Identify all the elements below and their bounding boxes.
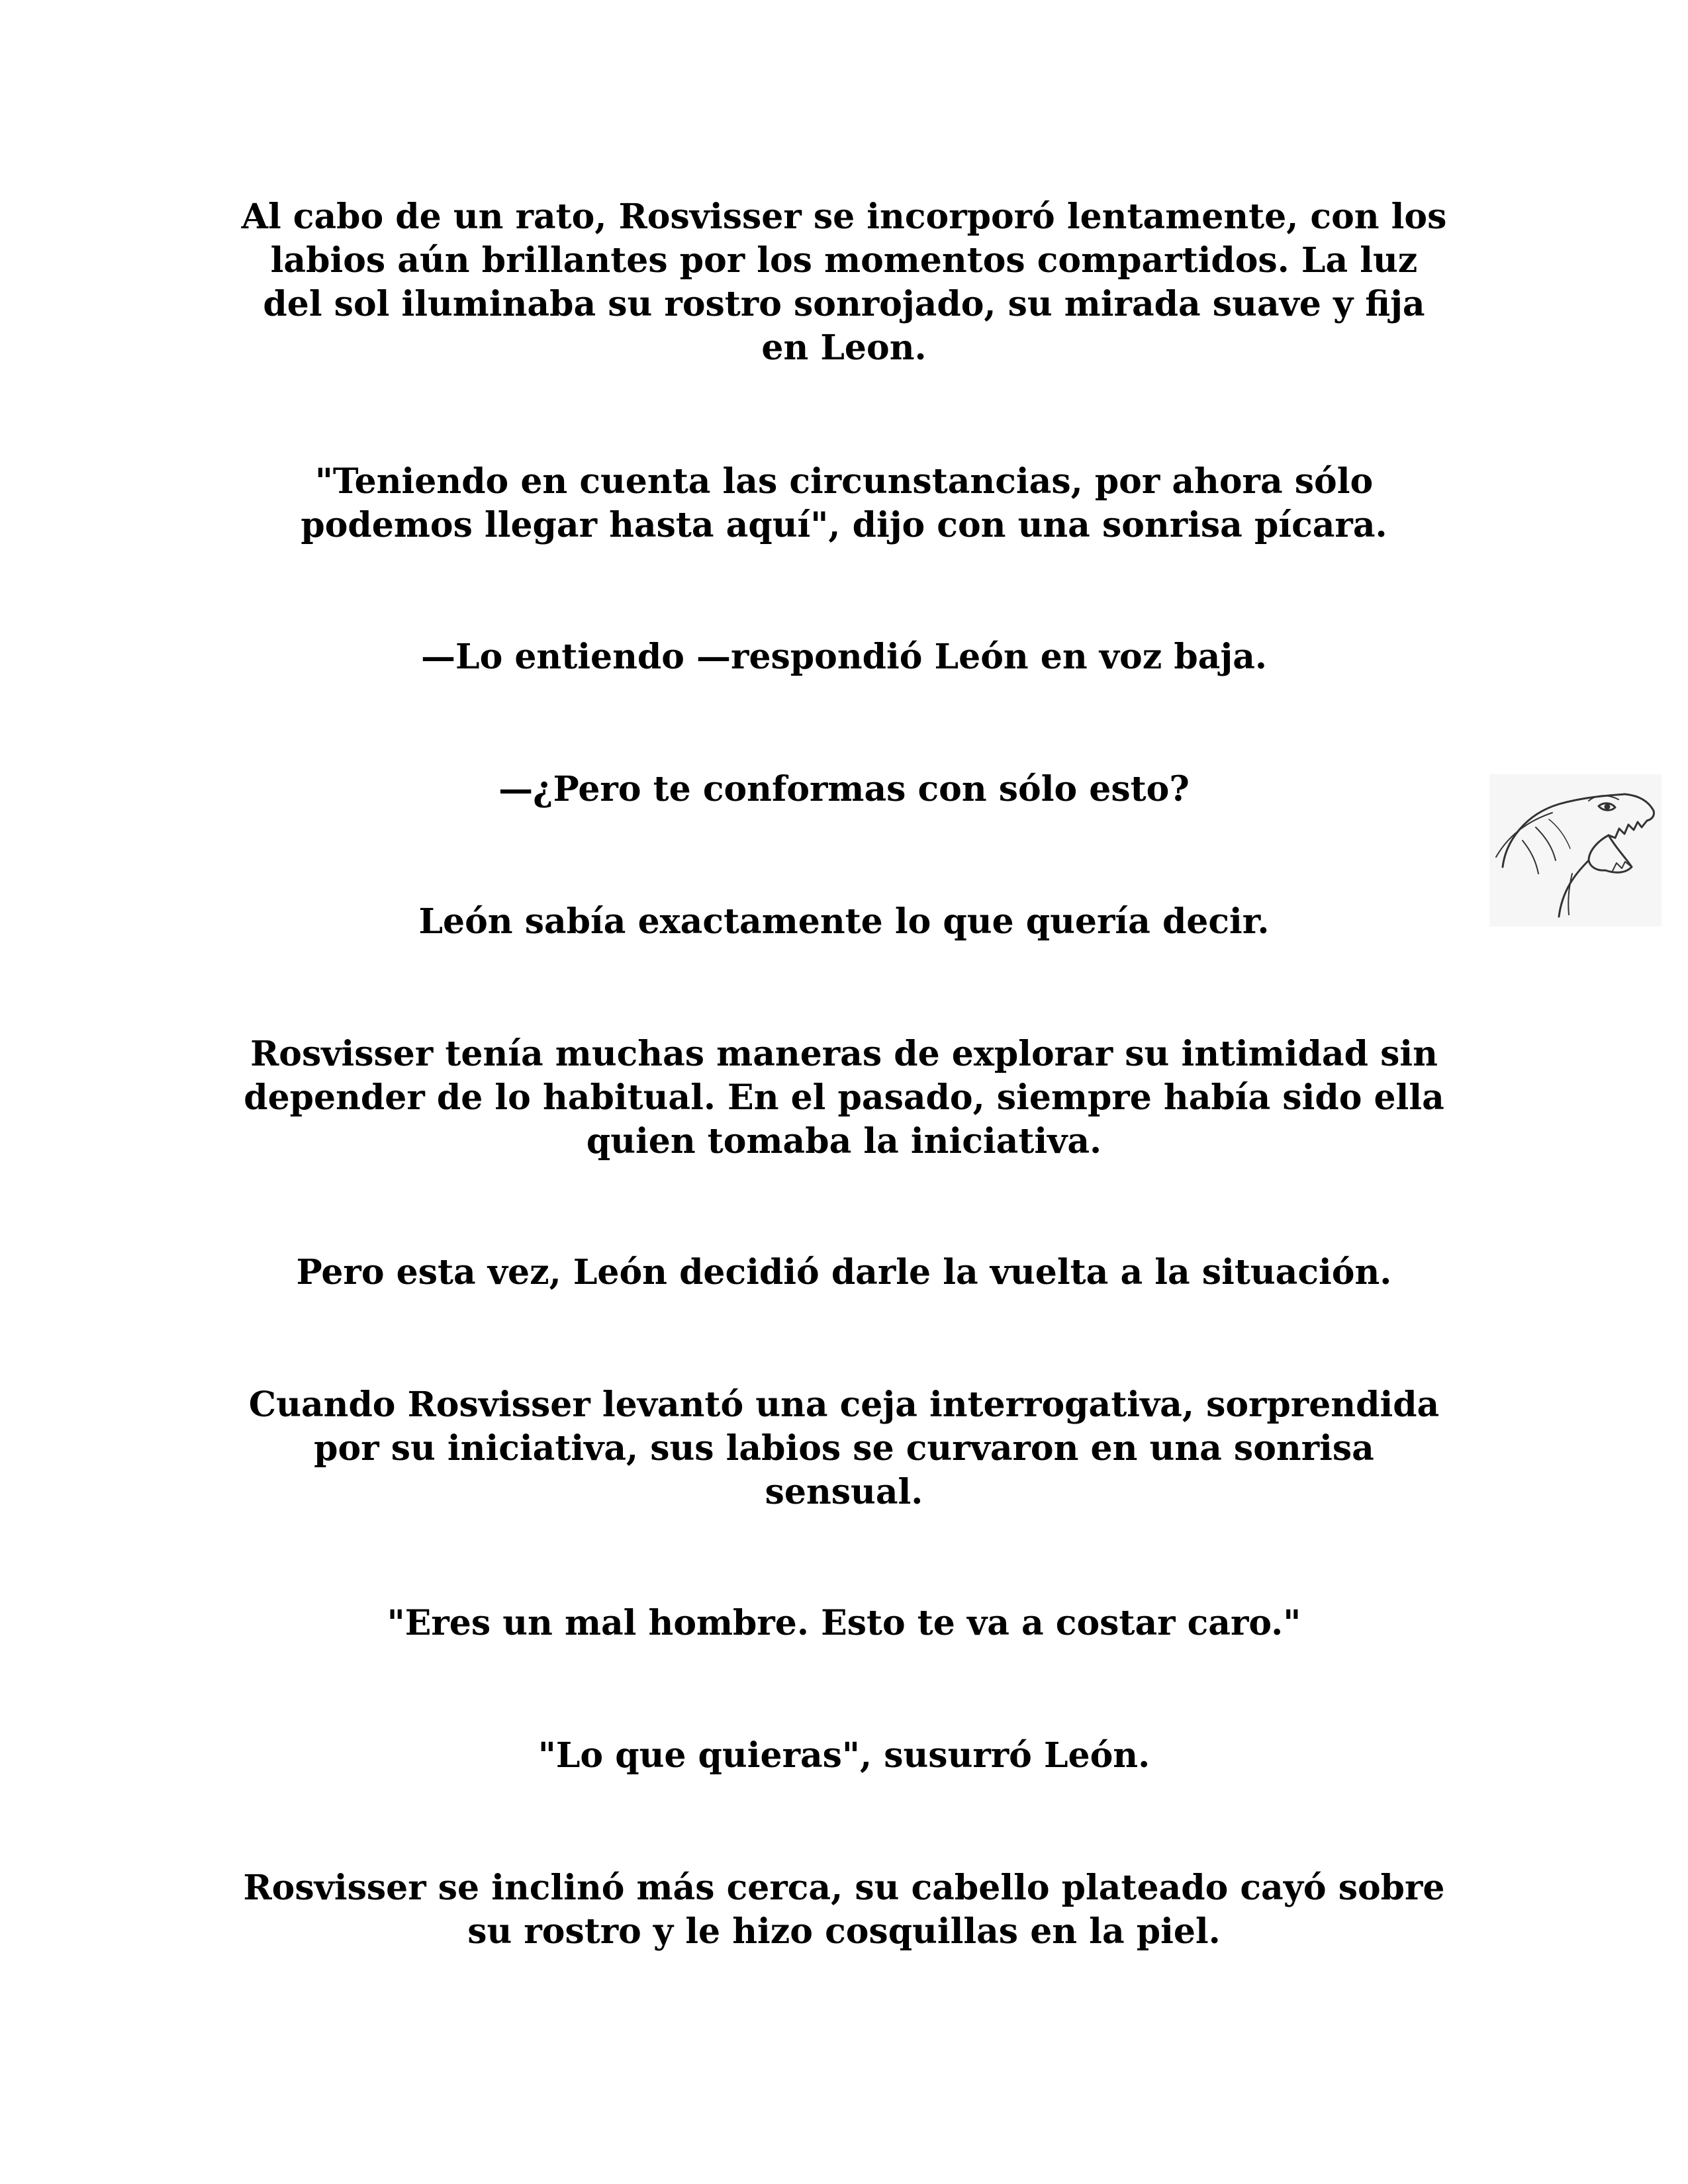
dinosaur-sketch-icon — [1489, 774, 1662, 927]
text-line: su rostro y le hizo cosquillas en la piel. — [467, 1911, 1221, 1952]
paragraph-4 — [225, 768, 1463, 811]
text-line: depender de lo habitual. En el pasado, siempre había sido ella — [244, 1077, 1444, 1118]
text-line: sensual. — [765, 1472, 923, 1512]
text-line: "Lo que quieras", susurró León. — [538, 1735, 1150, 1776]
paragraph-10 — [225, 1734, 1463, 1778]
text-line: quien tomaba la iniciativa. — [586, 1121, 1102, 1161]
paragraph-2 — [225, 460, 1463, 547]
paragraph-6 — [225, 1032, 1463, 1163]
text-line: Cuando Rosvisser levantó una ceja interrogativa, sorprendida — [248, 1385, 1440, 1425]
text-line: —¿Pero te conformas con sólo esto? — [498, 769, 1190, 809]
paragraph-1 — [225, 195, 1463, 370]
paragraph-11 — [225, 1866, 1463, 1954]
text-line: labios aún brillantes por los momentos compartidos. La luz — [270, 240, 1418, 281]
paragraph-5 — [225, 900, 1463, 944]
text-line: "Eres un mal hombre. Esto te va a costar caro." — [387, 1603, 1301, 1643]
paragraph-7 — [225, 1251, 1463, 1295]
text-line: León sabía exactamente lo que quería decir. — [418, 901, 1270, 942]
paragraph-9 — [225, 1602, 1463, 1645]
text-line: del sol iluminaba su rostro sonrojado, su mirada suave y fija — [263, 284, 1425, 324]
text-line: en Leon. — [761, 328, 927, 368]
text-line: "Teniendo en cuenta las circunstancias, por ahora sólo — [314, 461, 1374, 502]
text-line: por su iniciativa, sus labios se curvaron en una sonrisa — [314, 1428, 1374, 1469]
text-line: Rosvisser se inclinó más cerca, su cabello plateado cayó sobre — [243, 1868, 1445, 1908]
text-line: podemos llegar hasta aquí", dijo con una sonrisa pícara. — [301, 505, 1387, 545]
paragraph-8 — [225, 1383, 1463, 1514]
paragraph-3 — [225, 635, 1463, 679]
text-line: Pero esta vez, León decidió darle la vuelta a la situación. — [296, 1252, 1392, 1293]
text-line: —Lo entiendo —respondió León en voz baja. — [421, 637, 1267, 677]
text-line: Rosvisser tenía muchas maneras de explorar su intimidad sin — [250, 1034, 1438, 1074]
text-line: Al cabo de un rato, Rosvisser se incorporó lentamente, con los — [241, 197, 1447, 237]
